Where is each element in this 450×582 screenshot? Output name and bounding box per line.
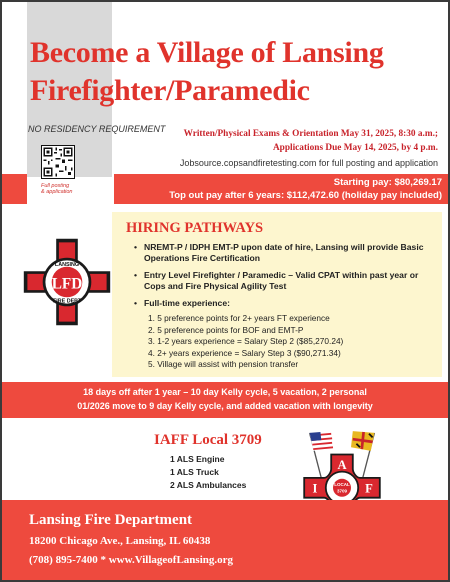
iaff-title: IAFF Local 3709 xyxy=(154,432,262,448)
badge-top-text: LANSING xyxy=(54,261,80,268)
pay-band-left xyxy=(2,174,27,204)
experience-list xyxy=(134,313,434,371)
badge-monogram: LFD xyxy=(51,275,83,293)
iaff-item: 1 ALS Truck xyxy=(170,467,219,477)
starting-pay: Starting pay: $80,269.17 xyxy=(333,177,442,188)
hiring-bullets xyxy=(134,242,434,371)
qr-caption xyxy=(41,183,86,195)
experience-item: 1. 5 preference points for 2+ years FT experience xyxy=(148,313,330,323)
iaff-logo-letter-i: I xyxy=(312,481,318,496)
title-line-2: Firefighter/Paramedic xyxy=(30,74,310,107)
schedule-line-2: 01/2026 move to 9 day Kelly cycle, and added vacation with longevity xyxy=(77,401,373,411)
hiring-bullet: • Full-time experience: xyxy=(134,298,434,309)
experience-item: 2. 5 preference points for BOF and EMT-P xyxy=(148,324,304,335)
hiring-bullet: • Entry Level Firefighter / Paramedic – Valid CPAT within past year or Cops and Fire Physical Agility Test xyxy=(134,270,434,292)
experience-item: 4. 2+ years experience = Salary Step 3 ($90,271.34) xyxy=(148,347,341,358)
application-due-line: Applications Due May 14, 2025, by 4 p.m. xyxy=(272,143,438,153)
maryland-flag-icon xyxy=(351,431,374,451)
pay-band xyxy=(112,174,450,204)
qr-code-icon[interactable] xyxy=(41,145,75,179)
title-line-1: Become a Village of Lansing xyxy=(30,36,384,69)
exam-date-line: Written/Physical Exams & Orientation May 31, 2025, 8:30 a.m.; xyxy=(183,129,438,139)
iaff-item: 2 ALS Ambulances xyxy=(170,480,247,490)
hiring-pathways-panel xyxy=(112,212,442,377)
schedule-band xyxy=(2,382,448,418)
footer-band xyxy=(2,500,448,580)
department-name: Lansing Fire Department xyxy=(29,512,193,528)
badge-bottom-text: FIRE DEPT xyxy=(52,298,82,305)
department-address: 18200 Chicago Ave., Lansing, IL 60438 xyxy=(29,535,211,547)
no-residency-note: NO RESIDENCY REQUIREMENT xyxy=(28,124,166,134)
hiring-bullet: • NREMT-P / IDPH EMT-P upon date of hire, Lansing will provide Basic Operations Fire Certification xyxy=(134,242,434,264)
qr-caption-line-1: Full posting xyxy=(41,183,70,189)
experience-item: 3. 1-2 years experience = Salary Step 2 ($85,270.24) xyxy=(148,336,344,346)
page-title xyxy=(30,34,430,110)
iaff-logo-number: 3709 xyxy=(336,488,348,494)
schedule-line-1: 18 days off after 1 year – 10 day Kelly cycle, 5 vacation, 2 personal xyxy=(83,387,367,397)
qr-caption-line-2: & application xyxy=(41,189,73,195)
iaff-item: 1 ALS Engine xyxy=(170,454,225,464)
top-out-pay: Top out pay after 6 years: $112,472.60 (holiday pay included) xyxy=(169,190,442,201)
iaff-logo-local: LOCAL xyxy=(334,482,350,487)
experience-item: 5. Village will assist with pension transfer xyxy=(148,359,299,369)
lansing-fire-dept-badge-icon xyxy=(22,237,112,327)
jobsource-link[interactable]: Jobsource.copsandfiretesting.com for full posting and application xyxy=(179,158,438,168)
iaff-logo-letter-a: A xyxy=(337,457,347,472)
hiring-pathways-title: HIRING PATHWAYS xyxy=(126,220,264,236)
department-contact[interactable]: (708) 895-7400 * www.VillageofLansing.org xyxy=(29,554,234,566)
iaff-logo-letter-f: F xyxy=(365,481,373,496)
us-flag-icon xyxy=(310,431,333,451)
